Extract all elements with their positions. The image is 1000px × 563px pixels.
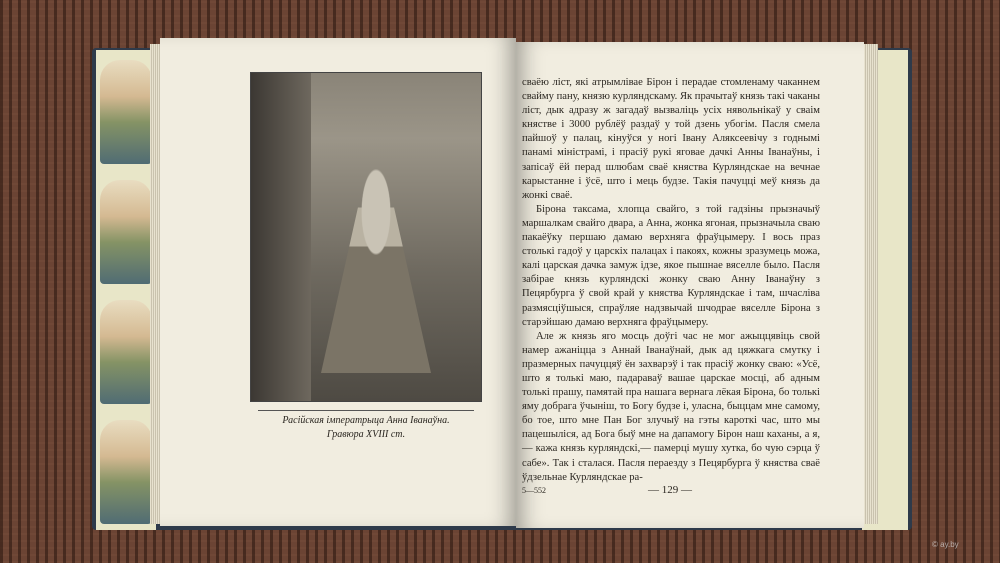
paragraph: сваёю ліст, які атрымлівае Бірон і перадае стомленаму чаканнем свайму пану, князю курляндскаму. Як прачытаў князь такі чаканы ліст, дык адразу ж загадаў вызваліць усіх нявольнікаў у сваім княстве і 3000 рублёў раздаў у той дзень убогім. Пасля смела пайшоў у палац, кінуўся у ногі Івану Аляксеевічу з годнымі панамі міністрамі, і прасіў рукі яговае дачкі Анны Іванаўны, і запісаў ёй перад шлюбам сваё княства Курляндскае на вечнае карыстанне і ўсё, што і мець будзе. Такія пачуцці меў князь да жонкі сваё. (522, 77, 820, 201)
engraving-image (250, 72, 482, 402)
portrait-figure (100, 60, 152, 164)
image-caption (258, 414, 474, 442)
watermark: © ay.by (932, 540, 959, 549)
page-number: — 129 — (648, 484, 692, 496)
caption-rule (258, 410, 474, 411)
paragraph: Але ж князь яго мосць доўгі час не мог ажыццявіць свой намер ажаніцца з Аннай Іванаўнай, дык ад цяжкага смутку і празмерных пачуццяў ён захварэў і так прасіў жонку сваю: «Усё, што я толькі маю, падараваў вашае царскае мосці, аб адным толькі прашу, памятай пра нашага вернага лёкая Бірона, бо толькі яму добрага ўчыніш, то Богу будзе і, уласна, быццам мне самому, бо тое, што мне Пан Бог злучыў на гэты кароткі час, што мы пацешыліся, ад Бога быў мне на дапамогу Бірон наш каханы, а я,— кажа князь курляндскі,— памерці мушу хутка, бо чую сэрца ў сабе». Так і сталася. Пасля пераезду з Пецярбурга ў княства сваё ўдзельнае Курляндскае ра- (522, 330, 820, 483)
portrait-figure (100, 300, 152, 404)
portrait-figure (100, 420, 152, 524)
empress-figure (321, 143, 431, 373)
portrait-figure (100, 180, 152, 284)
cover-illustration-left (96, 50, 156, 530)
caption-line-2: Гравюра XVIII ст. (326, 429, 406, 440)
engraving-curtain (251, 73, 311, 401)
printer-signature: 5—552 (522, 486, 546, 495)
paragraph: Бірона таксама, хлопца свайго, з той гадзіны прызначыў маршалкам свайго двара, а Анна, жонка ягоная, прызначыла сваю пакаёўку першаю дамаю верхняга фраўцымеру. І вось праз столькі гадоў у царскіх палацах і пакоях, кожны зразумець можа, калі царская дачка замуж ідзе, якое пышнае вяселле было. Пасля забірае князь курляндскі жонку сваю Анну Іванаўну з Пецярбурга ў свой край у княства Курляндскае і там, шчасліва размясціўшыся, спраўляе надзвычай шчодрае вяселле Бірона з старэйшаю дамаю верхняга фраўцымеру. (522, 203, 820, 328)
page-edges-right (862, 44, 878, 524)
body-text (522, 76, 820, 485)
caption-line-1: Расійская імператрыца Анна Іванаўна. (282, 415, 450, 426)
